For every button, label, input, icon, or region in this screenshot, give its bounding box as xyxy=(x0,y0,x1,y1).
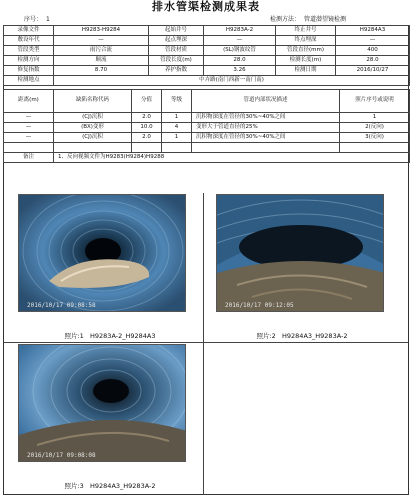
info-label: 终止井号 xyxy=(276,26,336,36)
location-value: 中卉路(南门西新一南门南) xyxy=(54,76,410,86)
info-value: 顺流 xyxy=(54,56,149,66)
defect-cell xyxy=(192,143,340,153)
info-value: — xyxy=(336,36,410,46)
photo-2-timestamp: 2016/10/17 09:12:05 xyxy=(225,302,294,309)
photo-divider-vertical xyxy=(203,193,204,495)
defect-cell: 1 xyxy=(162,133,192,143)
defect-cell: — xyxy=(4,123,54,133)
defect-cell: 2.0 xyxy=(132,133,162,143)
info-row xyxy=(4,46,410,56)
photo-3-caption: 照片:3 H9284A3_H9283A-2 xyxy=(64,482,156,490)
info-value: — xyxy=(204,36,276,46)
defect-cell: 变形大于管道直径的25% xyxy=(192,123,340,133)
defect-cell: 沉积物深度在管径的30%~40%之间 xyxy=(192,113,340,123)
info-label: 终点埋深 xyxy=(276,36,336,46)
info-label: 敷设年代 xyxy=(4,36,54,46)
defect-cell: (BX)变形 xyxy=(54,123,132,133)
defect-row xyxy=(4,133,410,143)
info-label: 养护指数 xyxy=(149,66,204,76)
info-label: 起点埋深 xyxy=(149,36,204,46)
info-label: 检测长度(m) xyxy=(276,56,336,66)
info-row xyxy=(4,36,410,46)
info-value: — xyxy=(54,36,149,46)
photo-3 xyxy=(18,344,186,462)
photo-2 xyxy=(216,194,384,312)
defect-header-cell: 分值 xyxy=(132,90,162,113)
info-label: 起始井号 xyxy=(149,26,204,36)
defect-cell: 4 xyxy=(162,123,192,133)
photo-3-timestamp: 2016/10/17 09:08:08 xyxy=(27,452,96,459)
defect-cell: 3(反向) xyxy=(340,133,410,143)
info-value: H9283-H9284 xyxy=(54,26,149,36)
photo-divider-horizontal xyxy=(4,342,408,343)
serial-number: 序号： 1 xyxy=(24,16,50,23)
info-label: 管段直径(mm) xyxy=(276,46,336,56)
photo-1-caption: 照片:1 H9283A-2_H9284A3 xyxy=(64,332,156,340)
defect-cell: — xyxy=(4,133,54,143)
info-label: 检测方向 xyxy=(4,56,54,66)
defect-cell xyxy=(340,143,410,153)
photo-1-timestamp: 2016/10/17 09:08:58 xyxy=(27,302,96,309)
photo-1 xyxy=(18,194,186,312)
defect-cell: (CJ)沉积 xyxy=(54,113,132,123)
defect-table xyxy=(3,89,410,163)
page-title: 排水管渠检测成果表 xyxy=(152,0,260,13)
defect-row xyxy=(4,123,410,133)
defect-row xyxy=(4,143,410,153)
detection-method: 检测方法： 管道潜望镜检测 xyxy=(270,16,347,23)
info-label: 管段材质 xyxy=(149,46,204,56)
info-value: 28.0 xyxy=(336,56,410,66)
remark-value: 1、反向视频文件为H9283(H9284)H9288 xyxy=(54,153,410,163)
pipe-photo-1-image xyxy=(19,195,186,312)
defect-cell xyxy=(4,143,54,153)
info-value: 3.26 xyxy=(204,66,276,76)
defect-cell: (CJ)沉积 xyxy=(54,133,132,143)
defect-row xyxy=(4,113,410,123)
info-row xyxy=(4,66,410,76)
defect-cell: 沉积物深度在管径的30%~40%之间 xyxy=(192,133,340,143)
info-row xyxy=(4,56,410,66)
info-value: H9283A-2 xyxy=(204,26,276,36)
defect-cell: 10.0 xyxy=(132,123,162,133)
defect-cell: 1 xyxy=(340,113,410,123)
info-row xyxy=(4,26,410,36)
info-table xyxy=(3,25,410,86)
defect-header-cell: 等级 xyxy=(162,90,192,113)
info-value: 400 xyxy=(336,46,410,56)
info-value: 28.0 xyxy=(204,56,276,66)
defect-cell: 2.0 xyxy=(132,113,162,123)
defect-cell xyxy=(162,143,192,153)
result-sheet xyxy=(3,25,409,495)
location-label: 检测地点 xyxy=(4,76,54,86)
defect-header-cell: 缺陷名称代码 xyxy=(54,90,132,113)
defect-cell xyxy=(54,143,132,153)
pipe-photo-3-image xyxy=(19,345,186,462)
info-label: 管段长度(m) xyxy=(149,56,204,66)
defect-header-cell: 距离(m) xyxy=(4,90,54,113)
info-value: 8.70 xyxy=(54,66,149,76)
pipe-photo-2-image xyxy=(217,195,384,312)
defect-cell: — xyxy=(4,113,54,123)
info-label: 录像文件 xyxy=(4,26,54,36)
info-value: (SL)钢波纹管 xyxy=(204,46,276,56)
defect-cell: 1 xyxy=(162,113,192,123)
info-label: 检测日期 xyxy=(276,66,336,76)
defect-header-cell: 照片序号或说明 xyxy=(340,90,410,113)
info-label: 修复指数 xyxy=(4,66,54,76)
photo-2-caption: 照片:2 H9284A3_H9283A-2 xyxy=(256,332,348,340)
info-value: H9284A3 xyxy=(336,26,410,36)
defect-cell xyxy=(132,143,162,153)
info-value: 2016/10/27 xyxy=(336,66,410,76)
info-label: 管段类型 xyxy=(4,46,54,56)
defect-header-row xyxy=(4,90,410,113)
defect-header-cell: 管道内部状况描述 xyxy=(192,90,340,113)
info-value: 雨污合流 xyxy=(54,46,149,56)
remark-label: 备注 xyxy=(4,153,54,163)
defect-cell: 2(反向) xyxy=(340,123,410,133)
